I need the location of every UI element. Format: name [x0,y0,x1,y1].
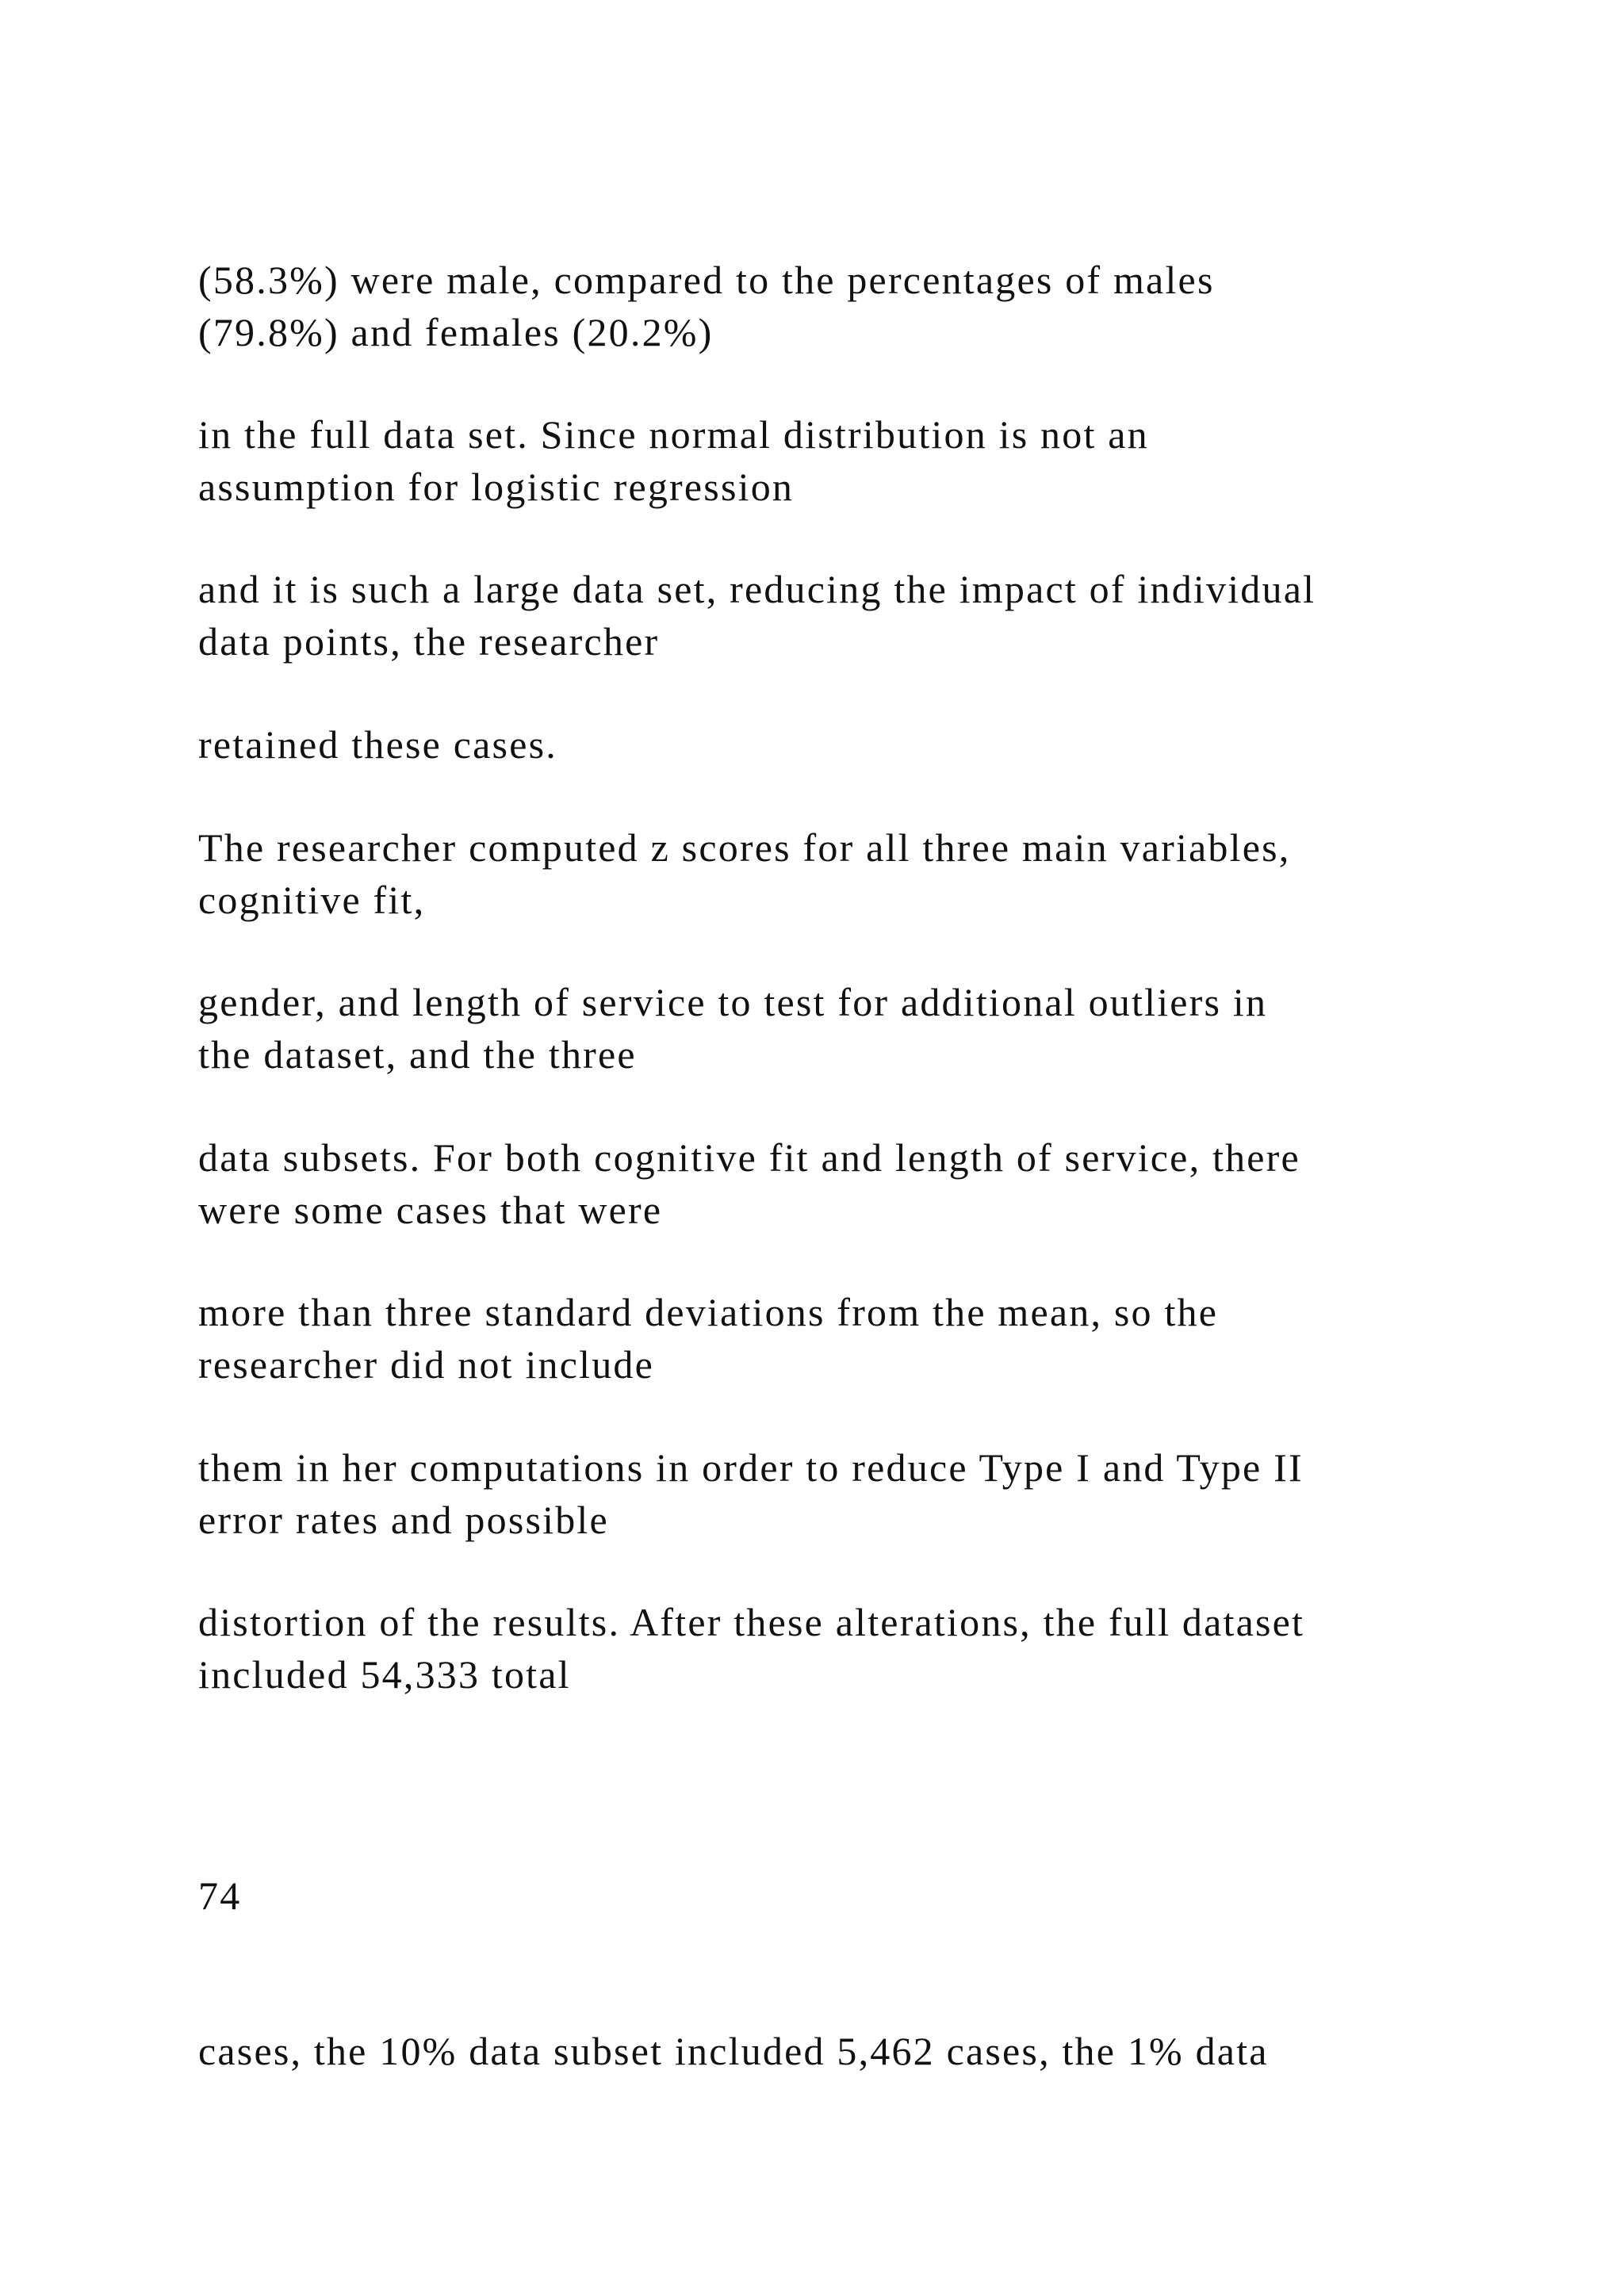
text-line: included 54,333 total [198,1652,571,1697]
text-line: data points, the researcher [198,619,660,664]
paragraph-continuation [198,2025,1435,2077]
text-line: cognitive fit, [198,878,426,922]
text-line: more than three standard deviations from the mean, so the [198,1290,1219,1334]
text-line: in the full data set. Since normal distribution is not an [198,412,1149,457]
text-line: the dataset, and the three [198,1032,637,1077]
paragraph-10 [198,1596,1435,1701]
text-line: error rates and possible [198,1498,609,1542]
text-line: The researcher computed z scores for all three main variables, [198,825,1291,870]
paragraph-7 [198,1131,1435,1236]
paragraph-3 [198,563,1435,668]
paragraph-2 [198,408,1435,513]
text-line: cases, the 10% data subset included 5,462 cases, the 1% data [198,2029,1269,2073]
text-line: them in her computations in order to reduce Type I and Type II [198,1445,1304,1490]
text-line: data subsets. For both cognitive fit and length of service, there [198,1135,1300,1180]
text-line: assumption for logistic regression [198,465,795,509]
paragraph-8 [198,1286,1435,1391]
text-line: (79.8%) and females (20.2%) [198,310,714,354]
text-line: gender, and length of service to test for additional outliers in [198,980,1268,1024]
paragraph-5 [198,821,1435,926]
text-line: and it is such a large data set, reducing the impact of individual [198,567,1316,611]
paragraph-4 [198,718,1435,771]
paragraph-1 [198,254,1435,358]
text-line: retained these cases. [198,722,557,767]
paragraph-6 [198,976,1435,1081]
page-number: 74 [198,1873,242,1918]
text-line: (58.3%) were male, compared to the percentages of males [198,258,1215,302]
text-line: distortion of the results. After these alterations, the full dataset [198,1600,1305,1644]
text-line: were some cases that were [198,1188,663,1232]
paragraph-9 [198,1441,1435,1546]
text-line: researcher did not include [198,1342,655,1387]
